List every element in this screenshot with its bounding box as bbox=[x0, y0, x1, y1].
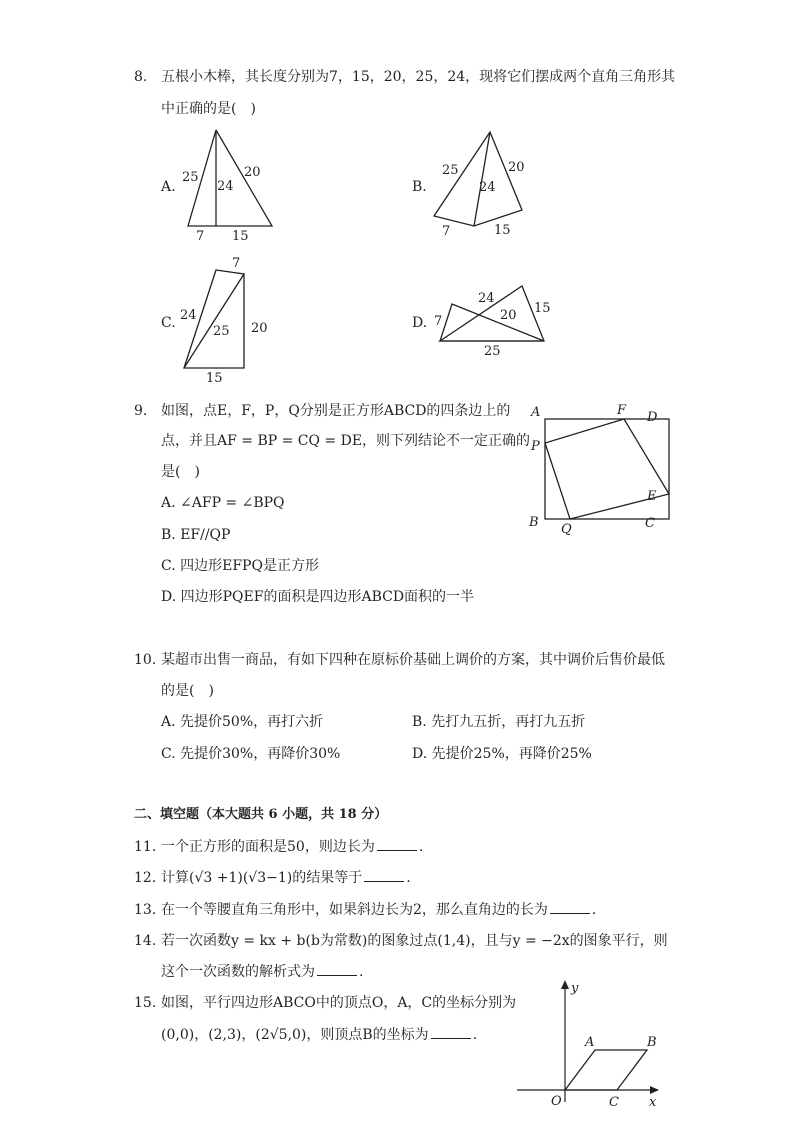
q15-stem-line1: 如图，平行四边形ABCO中的顶点O，A，C的坐标分别为 bbox=[161, 995, 517, 1011]
q12-number: 12. bbox=[134, 870, 157, 886]
q8-a-label-25: 25 bbox=[182, 170, 199, 185]
q14-stem-line1: 若一次函数y = kx + b(b为常数)的图象过点(1,4)，且与y = −2x的图象平行，则 bbox=[161, 933, 668, 949]
q13-line bbox=[161, 901, 596, 919]
q8-option-a-label: A. bbox=[161, 179, 176, 195]
q11-text: 一个正方形的面积是50，则边长为 bbox=[161, 839, 375, 855]
q14-answer-blank[interactable] bbox=[317, 963, 357, 976]
q13-answer-blank[interactable] bbox=[550, 901, 590, 914]
q15-line2 bbox=[161, 1026, 477, 1044]
q8-c-label-20: 20 bbox=[251, 321, 268, 336]
q8-figure-c bbox=[178, 252, 278, 387]
q8-figure-b bbox=[430, 128, 540, 243]
q15-text: (0,0)，(2,3)，(2√5,0)，则顶点B的坐标为 bbox=[161, 1027, 429, 1043]
q8-d-label-24: 24 bbox=[478, 291, 495, 306]
q10-option-c: C. 先提价30%，再降价30% bbox=[161, 746, 341, 762]
q9-stem-line2: 点，并且AF = BP = CQ = DE，则下列结论不一定正确的 bbox=[161, 433, 531, 449]
q9-label-B: B bbox=[529, 515, 539, 530]
q8-c-label-24: 24 bbox=[180, 308, 197, 323]
q12-line bbox=[161, 869, 411, 887]
q15-label-A: A bbox=[585, 1035, 595, 1050]
q8-c-label-25: 25 bbox=[213, 324, 230, 339]
q8-c-label-15: 15 bbox=[206, 371, 223, 386]
q9-label-C: C bbox=[645, 516, 655, 531]
q10-option-b: B. 先打九五折，再打九五折 bbox=[412, 714, 586, 730]
q11-line bbox=[161, 838, 423, 856]
q12-answer-blank[interactable] bbox=[364, 869, 404, 882]
q9-label-A: A bbox=[531, 405, 541, 420]
q15-end: . bbox=[472, 1027, 478, 1043]
q10-stem-line2: 的是( ) bbox=[161, 683, 214, 699]
q8-d-label-15: 15 bbox=[534, 301, 551, 316]
q15-label-O: O bbox=[551, 1094, 562, 1109]
q8-d-label-7: 7 bbox=[434, 314, 443, 329]
q14-number: 14. bbox=[134, 933, 157, 949]
q8-a-label-7: 7 bbox=[196, 229, 205, 244]
q8-d-label-25: 25 bbox=[484, 344, 501, 359]
q15-label-x: x bbox=[649, 1095, 657, 1110]
q8-a-label-24: 24 bbox=[217, 179, 234, 194]
q13-end: . bbox=[591, 902, 597, 918]
q11-number: 11. bbox=[134, 839, 157, 855]
q9-label-Q: Q bbox=[561, 522, 572, 537]
q9-option-c: C. 四边形EFPQ是正方形 bbox=[161, 558, 319, 574]
q9-option-a: A. ∠AFP = ∠BPQ bbox=[161, 495, 285, 511]
q8-number: 8. bbox=[134, 69, 148, 85]
q13-number: 13. bbox=[134, 902, 157, 918]
q12-end: . bbox=[406, 870, 411, 886]
q15-label-y: y bbox=[571, 981, 579, 996]
q8-option-d-label: D. bbox=[412, 315, 428, 331]
q10-option-a: A. 先提价50%，再打六折 bbox=[161, 714, 324, 730]
q8-b-label-24: 24 bbox=[479, 180, 496, 195]
q9-label-P: P bbox=[531, 439, 540, 454]
q9-option-b: B. EF//QP bbox=[161, 527, 231, 543]
q9-option-d: D. 四边形PQEF的面积是四边形ABCD面积的一半 bbox=[161, 589, 475, 605]
section-2-title: 二、填空题（本大题共 6 小题，共 18 分） bbox=[134, 807, 388, 822]
q14-text: 这个一次函数的解析式为 bbox=[161, 964, 315, 980]
q11-answer-blank[interactable] bbox=[377, 838, 417, 851]
q8-a-label-20: 20 bbox=[244, 165, 261, 180]
q8-option-b-label: B. bbox=[412, 179, 427, 195]
q8-option-c-label: C. bbox=[161, 315, 176, 331]
q15-answer-blank[interactable] bbox=[431, 1026, 471, 1039]
q8-stem-line2: 中正确的是( ) bbox=[161, 101, 256, 117]
q8-b-label-20: 20 bbox=[508, 160, 525, 175]
q9-label-F: F bbox=[617, 403, 627, 418]
q9-label-D: D bbox=[647, 410, 658, 425]
q8-b-label-7: 7 bbox=[442, 224, 451, 239]
q13-text: 在一个等腰直角三角形中，如果斜边长为2，那么直角边的长为 bbox=[161, 902, 548, 918]
q15-number: 15. bbox=[134, 995, 157, 1011]
q8-c-label-7: 7 bbox=[232, 256, 241, 271]
q10-option-d: D. 先提价25%，再降价25% bbox=[412, 746, 592, 762]
q10-stem-line1: 某超市出售一商品，有如下四种在原标价基础上调价的方案，其中调价后售价最低 bbox=[161, 652, 665, 668]
q15-label-C: C bbox=[609, 1095, 619, 1110]
q9-number: 9. bbox=[134, 403, 148, 419]
q15-figure-coordinate bbox=[515, 978, 665, 1113]
q8-b-label-15: 15 bbox=[494, 223, 511, 238]
q8-b-label-25: 25 bbox=[442, 163, 459, 178]
q9-stem-line1: 如图，点E，F，P，Q分别是正方形ABCD的四条边上的 bbox=[161, 403, 511, 419]
q9-label-E: E bbox=[647, 489, 657, 504]
q8-figure-d bbox=[430, 280, 560, 360]
q14-end: . bbox=[359, 964, 364, 980]
q8-figure-a bbox=[180, 128, 290, 243]
q8-stem-line1: 五根小木棒，其长度分别为7，15，20，25，24，现将它们摆成两个直角三角形其 bbox=[161, 69, 676, 85]
q9-figure-square bbox=[525, 400, 665, 540]
q8-a-label-15: 15 bbox=[232, 229, 249, 244]
q9-stem-line3: 是( ) bbox=[161, 464, 200, 480]
q15-label-B: B bbox=[647, 1035, 657, 1050]
q11-end: . bbox=[418, 839, 424, 855]
q12-text: 计算(√3 +1)(√3−1)的结果等于 bbox=[161, 870, 363, 886]
q10-number: 10. bbox=[134, 652, 157, 668]
q8-d-label-20: 20 bbox=[500, 308, 517, 323]
q14-line2 bbox=[161, 963, 363, 981]
